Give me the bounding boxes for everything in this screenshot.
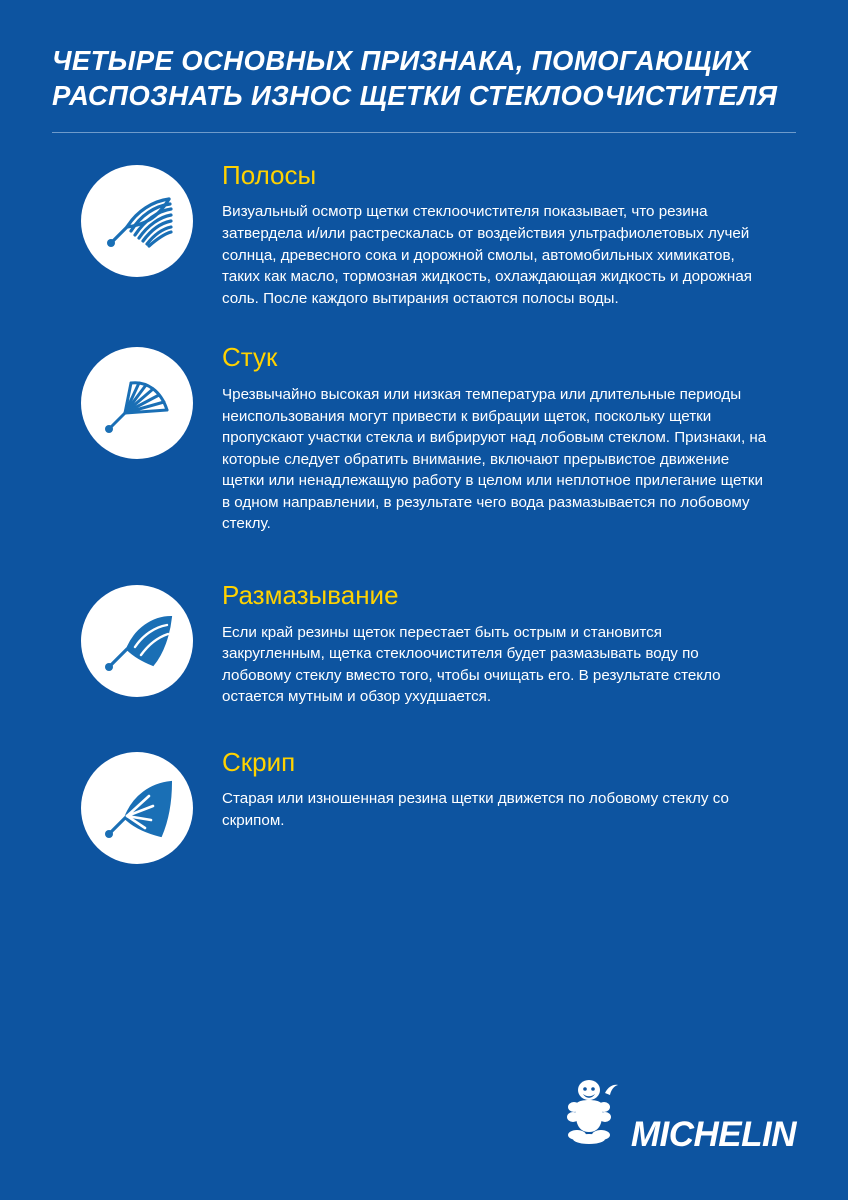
badge-circle [81, 165, 193, 277]
section-body: Чрезвычайно высокая или низкая температура или длительные периоды неиспользования могут привести к вибрации щеток, поскольку щетки пропускают участки стекла и вибрируют над лобовым стеклом. Признаки, на которые следует обратить внимание, включают прерывистое движение щетки или ненадлежащую работу в целом или неплотное прилегание щетки в одном направлении, в результате чего вода размазывается по лобовому стеклу. [222, 385, 767, 533]
text-column [222, 157, 796, 309]
section-chatter [52, 339, 796, 535]
section-title: Стук [222, 342, 278, 373]
section-smearing [52, 577, 796, 708]
wiper-smearing-icon [91, 595, 183, 687]
section-body: Если край резины щеток перестает быть острым и становится закругленным, щетка стеклоочистителя будет размазывать воду по лобовому стеклу вместо того, чтобы очищать его. В результате стекло остается мутным и обзор ухудшается. [222, 623, 721, 706]
header-divider [52, 132, 796, 133]
section-squeak [52, 744, 796, 864]
section-body: Визуальный осмотр щетки стеклоочистителя показывает, что резина затвердела и/или растрескалась от воздействия ультрафиолетовых лучей солнца, древесного сока и дорожной смолы, автомобильных химикатов, таких как масло, тормозная жидкость, охлаждающая жидкость и дорожная соль. После каждого вытирания остаются полосы воды. [222, 203, 752, 307]
brand-wordmark: MICHELIN [630, 1115, 796, 1154]
badge-circle [81, 752, 193, 864]
badge-circle [81, 347, 193, 459]
icon-column [52, 339, 222, 459]
icon-column [52, 157, 222, 277]
michelin-man-icon [553, 1073, 625, 1156]
section-title: Скрип [222, 746, 296, 777]
icon-column [52, 577, 222, 697]
header [52, 0, 796, 133]
page-title: ЧЕТЫРЕ ОСНОВНЫХ ПРИЗНАКА, ПОМОГАЮЩИХ РАСПОЗНАТЬ ИЗНОС ЩЕТКИ СТЕКЛООЧИСТИТЕЛЯ [52, 45, 778, 111]
icon-column [52, 744, 222, 864]
section-title: Полосы [222, 159, 317, 190]
wiper-squeak-icon [91, 762, 183, 854]
sections-list [52, 157, 796, 864]
section-title: Размазывание [222, 579, 399, 610]
text-column [222, 339, 796, 535]
footer-logo [553, 1073, 796, 1156]
section-body: Старая или изношенная резина щетки движется по лобовому стеклу со скрипом. [222, 790, 729, 830]
wiper-chatter-icon [91, 357, 183, 449]
text-column [222, 744, 796, 832]
section-streaks [52, 157, 796, 309]
text-column [222, 577, 796, 708]
wiper-streaks-icon [91, 175, 183, 267]
badge-circle [81, 585, 193, 697]
